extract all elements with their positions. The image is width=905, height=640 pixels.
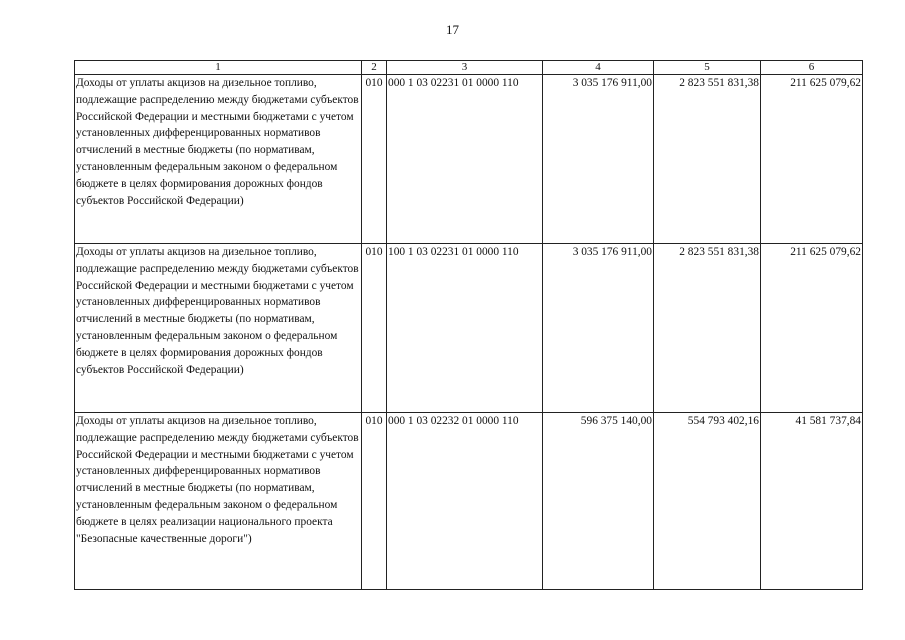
column-header-6: 6 — [761, 61, 863, 75]
revenue-name-cell: Доходы от уплаты акцизов на дизельное топливо, подлежащие распределению между бюджетами субъектов Российской Федерации и местными бюджетами с учетом установленных дифференцированных нормативов отчислений в местные бюджеты (по нормативам, установленным федеральным законом о федеральном бюджете в целях формирования дорожных фондов субъектов Российской Федерации) — [75, 75, 362, 244]
executed-amount-cell: 2 823 551 831,38 — [654, 75, 761, 244]
table-header-row — [75, 61, 863, 75]
plan-amount-cell: 3 035 176 911,00 — [543, 75, 654, 244]
classification-code-cell: 000 1 03 02232 01 0000 110 — [387, 413, 543, 590]
column-header-3: 3 — [387, 61, 543, 75]
table-row — [75, 244, 863, 413]
budget-revenue-table — [74, 60, 863, 590]
revenue-name-cell: Доходы от уплаты акцизов на дизельное топливо, подлежащие распределению между бюджетами субъектов Российской Федерации и местными бюджетами с учетом установленных дифференцированных нормативов отчислений в местные бюджеты (по нормативам, установленным федеральным законом о федеральном бюджете в целях реализации национального проекта "Безопасные качественные дороги") — [75, 413, 362, 590]
column-header-4: 4 — [543, 61, 654, 75]
remaining-amount-cell: 41 581 737,84 — [761, 413, 863, 590]
page-number: 17 — [446, 22, 459, 37]
revenue-name-cell: Доходы от уплаты акцизов на дизельное топливо, подлежащие распределению между бюджетами субъектов Российской Федерации и местными бюджетами с учетом установленных дифференцированных нормативов отчислений в местные бюджеты (по нормативам, установленным федеральным законом о федеральном бюджете в целях формирования дорожных фондов субъектов Российской Федерации) — [75, 244, 362, 413]
remaining-amount-cell: 211 625 079,62 — [761, 244, 863, 413]
plan-amount-cell: 596 375 140,00 — [543, 413, 654, 590]
column-header-1: 1 — [75, 61, 362, 75]
line-code-cell: 010 — [362, 413, 387, 590]
executed-amount-cell: 2 823 551 831,38 — [654, 244, 761, 413]
remaining-amount-cell: 211 625 079,62 — [761, 75, 863, 244]
table-row — [75, 75, 863, 244]
column-header-5: 5 — [654, 61, 761, 75]
executed-amount-cell: 554 793 402,16 — [654, 413, 761, 590]
classification-code-cell: 100 1 03 02231 01 0000 110 — [387, 244, 543, 413]
table-row — [75, 413, 863, 590]
line-code-cell: 010 — [362, 244, 387, 413]
column-header-2: 2 — [362, 61, 387, 75]
classification-code-cell: 000 1 03 02231 01 0000 110 — [387, 75, 543, 244]
line-code-cell: 010 — [362, 75, 387, 244]
plan-amount-cell: 3 035 176 911,00 — [543, 244, 654, 413]
